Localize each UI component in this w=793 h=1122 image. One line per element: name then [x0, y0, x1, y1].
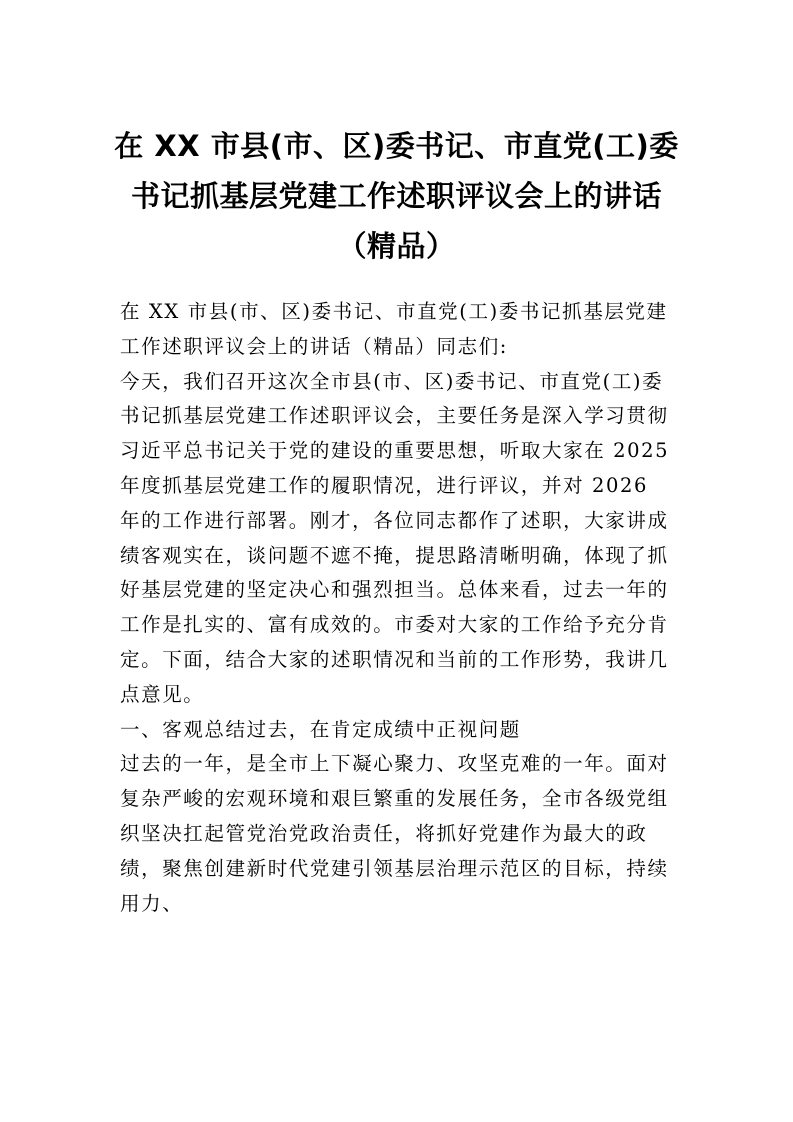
paragraph-section-1: 过去的一年，是全市上下凝心聚力、攻坚克难的一年。面对复杂严峻的宏观环境和艰巨繁重的发展任务，全市各级党组织坚决扛起管党治党政治责任，将抓好党建作为最大的政绩，聚焦创建新时代党建引领基层治理示范区的目标，持续用力、 [120, 752, 669, 915]
document-title: 在 XX 市县(市、区)委书记、市直党(工)委书记抓基层党建工作述职评议会上的讲话（精品） [114, 129, 679, 263]
paragraph-intro: 在 XX 市县(市、区)委书记、市直党(工)委书记抓基层党建工作述职评议会上的讲话（精品）同志们: [120, 300, 668, 358]
document-body [120, 295, 675, 921]
section-heading-1: 一、客观总结过去，在肯定成绩中正视问题 [120, 717, 521, 741]
paragraph-opening: 今天，我们召开这次全市县(市、区)委书记、市直党(工)委书记抓基层党建工作述职评议会，主要任务是深入学习贯彻习近平总书记关于党的建设的重要思想，听取大家在 2025 年度抓基层党建工作的履职情况，进行评议，并对 2026 年的工作进行部署。刚才，各位同志都作了述职，大家讲成绩客观实在，谈问题不遮不掩，提思路清晰明确，体现了抓好基层党建的坚定决心和强烈担当。总体来看，过去一年的工作是扎实的、富有成效的。市委对大家的工作给予充分肯定。下面，结合大家的述职情况和当前的工作形势，我讲几点意见。 [120, 369, 670, 706]
